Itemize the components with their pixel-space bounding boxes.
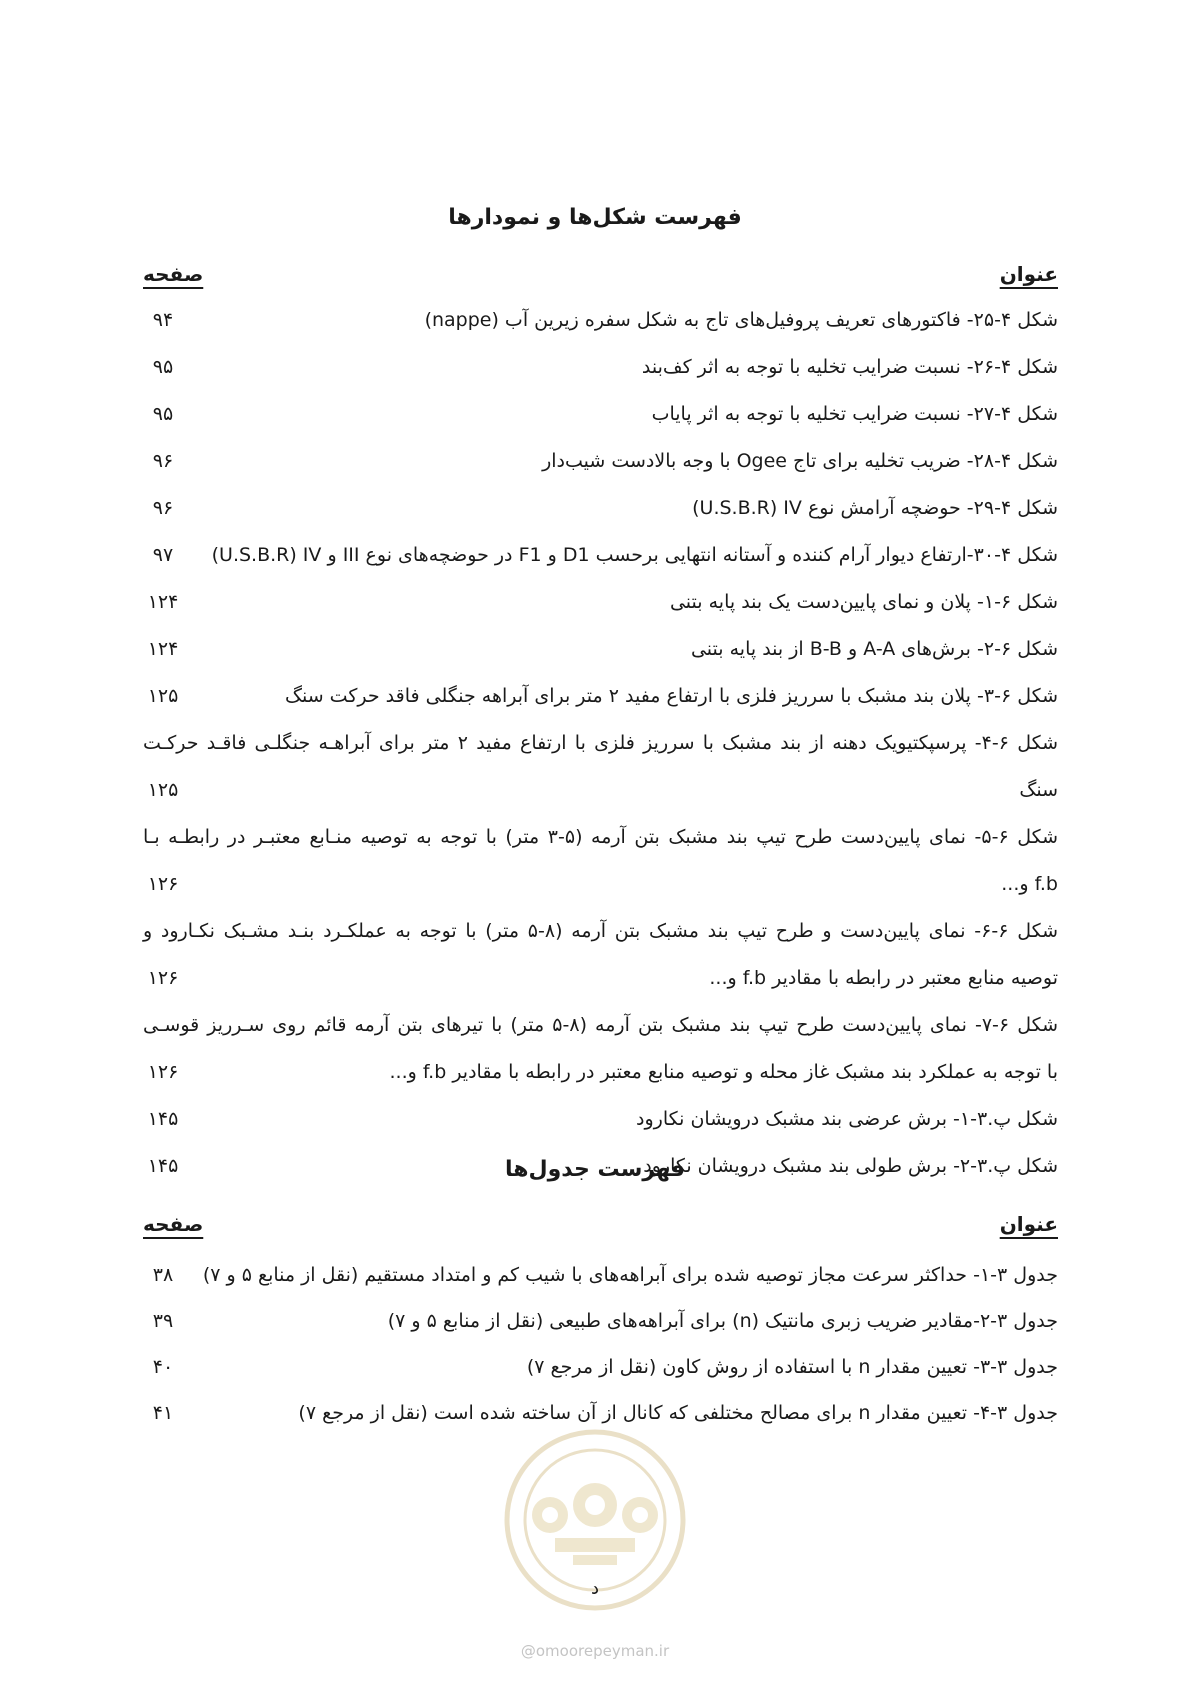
figures-list-title: فهرست شکل‌ها و نمودارها: [448, 205, 742, 230]
figure-entry-page: ۱۲۶: [147, 873, 179, 895]
figure-entry-line: [143, 908, 1058, 955]
figure-entry-line: [143, 1096, 1058, 1143]
table-entry-title: جدول ۳-۳- تعیین مقدار n با استفاده از روش کاون (نقل از مرجع ۷): [526, 1356, 1058, 1378]
figure-entry-line: [143, 1002, 1058, 1049]
figures-header-page: صفحه: [143, 262, 204, 286]
figure-entry-title: شکل ۴-۲۶- نسبت ضرایب تخلیه با توجه به اثر کف‌بند: [641, 356, 1058, 378]
figure-entry-line: [143, 720, 1058, 767]
table-entry-title: جدول ۳-۱- حداکثر سرعت مجاز توصیه شده برای آبراهه‌های با شیب کم و امتداد مستقیم (نقل از منابع ۵ و ۷): [202, 1264, 1058, 1286]
table-entry-page: ۳۸: [152, 1264, 174, 1286]
figure-entry-title: شکل پ.۳-۱- برش عرضی بند مشبک درویشان نکارود: [636, 1108, 1058, 1130]
figure-entry-title: سنگ: [1019, 779, 1058, 801]
tables-header-page: صفحه: [143, 1212, 204, 1236]
figure-entry-page: ۱۲۶: [147, 1061, 179, 1083]
tables-list-title: فهرست جدول‌ها: [504, 1157, 686, 1182]
figures-list: [143, 297, 1058, 1190]
figure-entry-title: شکل ۴-۲۸- ضریب تخلیه برای تاج Ogee با وجه بالادست شیب‌دار: [542, 450, 1058, 472]
figure-entry-page: ۹۶: [152, 497, 174, 519]
tables-header-title: عنوان: [999, 1212, 1058, 1236]
figure-entry-line: [143, 673, 1058, 720]
figure-entry-page: ۱۲۵: [147, 685, 179, 707]
figure-entry-title: شکل ۶-۷- نمای پایین‌دست طرح تیپ بند مشبک بتن آرمه (۸-۵ متر) با تیرهای بتن آرمه قائم روی سـرریز قوسـی: [143, 1014, 1058, 1036]
figure-entry-page: ۱۲۵: [147, 779, 179, 801]
figure-entry-title: شکل ۶-۶- نمای پایین‌دست و طرح تیپ بند مشبک بتن آرمه (۸-۵ متر) با توجه به عملکـرد بنـد مشـبک نکـارود و: [143, 920, 1058, 942]
figure-entry-line: [143, 485, 1058, 532]
figure-entry-line: [143, 579, 1058, 626]
figure-entry-line: [143, 861, 1058, 908]
table-entry: [143, 1344, 1058, 1390]
figures-header: [143, 262, 1058, 298]
figure-entry-page: ۱۲۴: [147, 638, 179, 660]
table-entry: [143, 1298, 1058, 1344]
figure-entry-line: [143, 391, 1058, 438]
figure-entry-title: توصیه منابع معتبر در رابطه با مقادیر f.b و...: [709, 967, 1058, 989]
figure-entry-title: شکل پ.۳-۲- برش طولی بند مشبک درویشان نکارود: [643, 1155, 1058, 1177]
figure-entry-line: [143, 626, 1058, 673]
table-entry-title: جدول ۳-۲-مقادیر ضریب زبری مانتیک (n) برای آبراهه‌های طبیعی (نقل از منابع ۵ و ۷): [387, 1310, 1058, 1332]
figure-entry-line: [143, 344, 1058, 391]
table-entry: [143, 1252, 1058, 1298]
figure-entry-title: شکل ۴-۲۷- نسبت ضرایب تخلیه با توجه به اثر پایاب: [651, 403, 1058, 425]
tables-list: [143, 1252, 1058, 1436]
figure-entry-title: شکل ۶-۵- نمای پایین‌دست طرح تیپ بند مشبک بتن آرمه (۵-۳ متر) با توجه به توصیه منـابع معتبـر در رابطـه بـا: [143, 826, 1059, 848]
figure-entry-page: ۹۴: [152, 309, 174, 331]
figure-entry-line: [143, 532, 1058, 579]
figure-entry-line: [143, 1049, 1058, 1096]
table-entry-page: ۴۱: [152, 1402, 174, 1424]
page-number: د: [590, 1578, 599, 1599]
table-entry-page: ۴۰: [152, 1356, 174, 1378]
figure-entry-page: ۱۴۵: [147, 1155, 179, 1177]
figure-entry-line: [143, 767, 1058, 814]
figure-entry-page: ۱۴۵: [147, 1108, 179, 1130]
figure-entry-page: ۱۲۶: [147, 967, 179, 989]
figure-entry-title: f.b و...: [1001, 873, 1058, 895]
figure-entry-line: [143, 955, 1058, 1002]
figure-entry-page: ۱۲۴: [147, 591, 179, 613]
figure-entry-page: ۹۵: [152, 356, 174, 378]
figure-entry-title: شکل ۴-۲۹- حوضچه آرامش نوع U.S.B.R) IV): [692, 497, 1058, 519]
figure-entry-title: شکل ۶-۲- برش‌های A-A و B-B از بند پایه بتنی: [690, 638, 1058, 660]
table-entry-page: ۳۹: [152, 1310, 174, 1332]
figure-entry-line: [143, 814, 1058, 861]
figure-entry-title: شکل ۴-۳۰-ارتفاع دیوار آرام کننده و آستانه انتهایی برحسب D1 و F1 در حوضچه‌های نوع III و U.S.B.R) IV): [211, 544, 1058, 566]
figure-entry-line: [143, 297, 1058, 344]
figure-entry-title: شکل ۶-۴- پرسپکتیویک دهنه از بند مشبک با سرریز فلزی با ارتفاع مفید ۲ متر برای آبراهـه جنگلـی فاقـد حرکـت: [143, 732, 1059, 754]
table-entry-title: جدول ۳-۴- تعیین مقدار n برای مصالح مختلفی که کانال از آن ساخته شده است (نقل از مرجع ۷): [298, 1402, 1058, 1424]
figure-entry-page: ۹۵: [152, 403, 174, 425]
watermark-url: @omoorepeyman.ir: [520, 1642, 670, 1660]
figure-entry-title: شکل ۶-۱- پلان و نمای پایین‌دست یک بند پایه بتنی: [669, 591, 1058, 613]
figure-entry-line: [143, 438, 1058, 485]
figure-entry-title: با توجه به عملکرد بند مشبک غاز محله و توصیه منابع معتبر در رابطه با مقادیر f.b و...: [389, 1061, 1058, 1083]
figure-entry-page: ۹۷: [152, 544, 174, 566]
tables-header: [143, 1212, 1058, 1248]
figure-entry-page: ۹۶: [152, 450, 174, 472]
figure-entry-title: شکل ۴-۲۵- فاکتورهای تعریف پروفیل‌های تاج به شکل سفره زیرین آب (nappe): [424, 309, 1058, 331]
figure-entry-title: شکل ۶-۳- پلان بند مشبک با سرریز فلزی با ارتفاع مفید ۲ متر برای آبراهه جنگلی فاقد حرکت سنگ: [284, 685, 1058, 707]
figures-header-title: عنوان: [999, 262, 1058, 286]
